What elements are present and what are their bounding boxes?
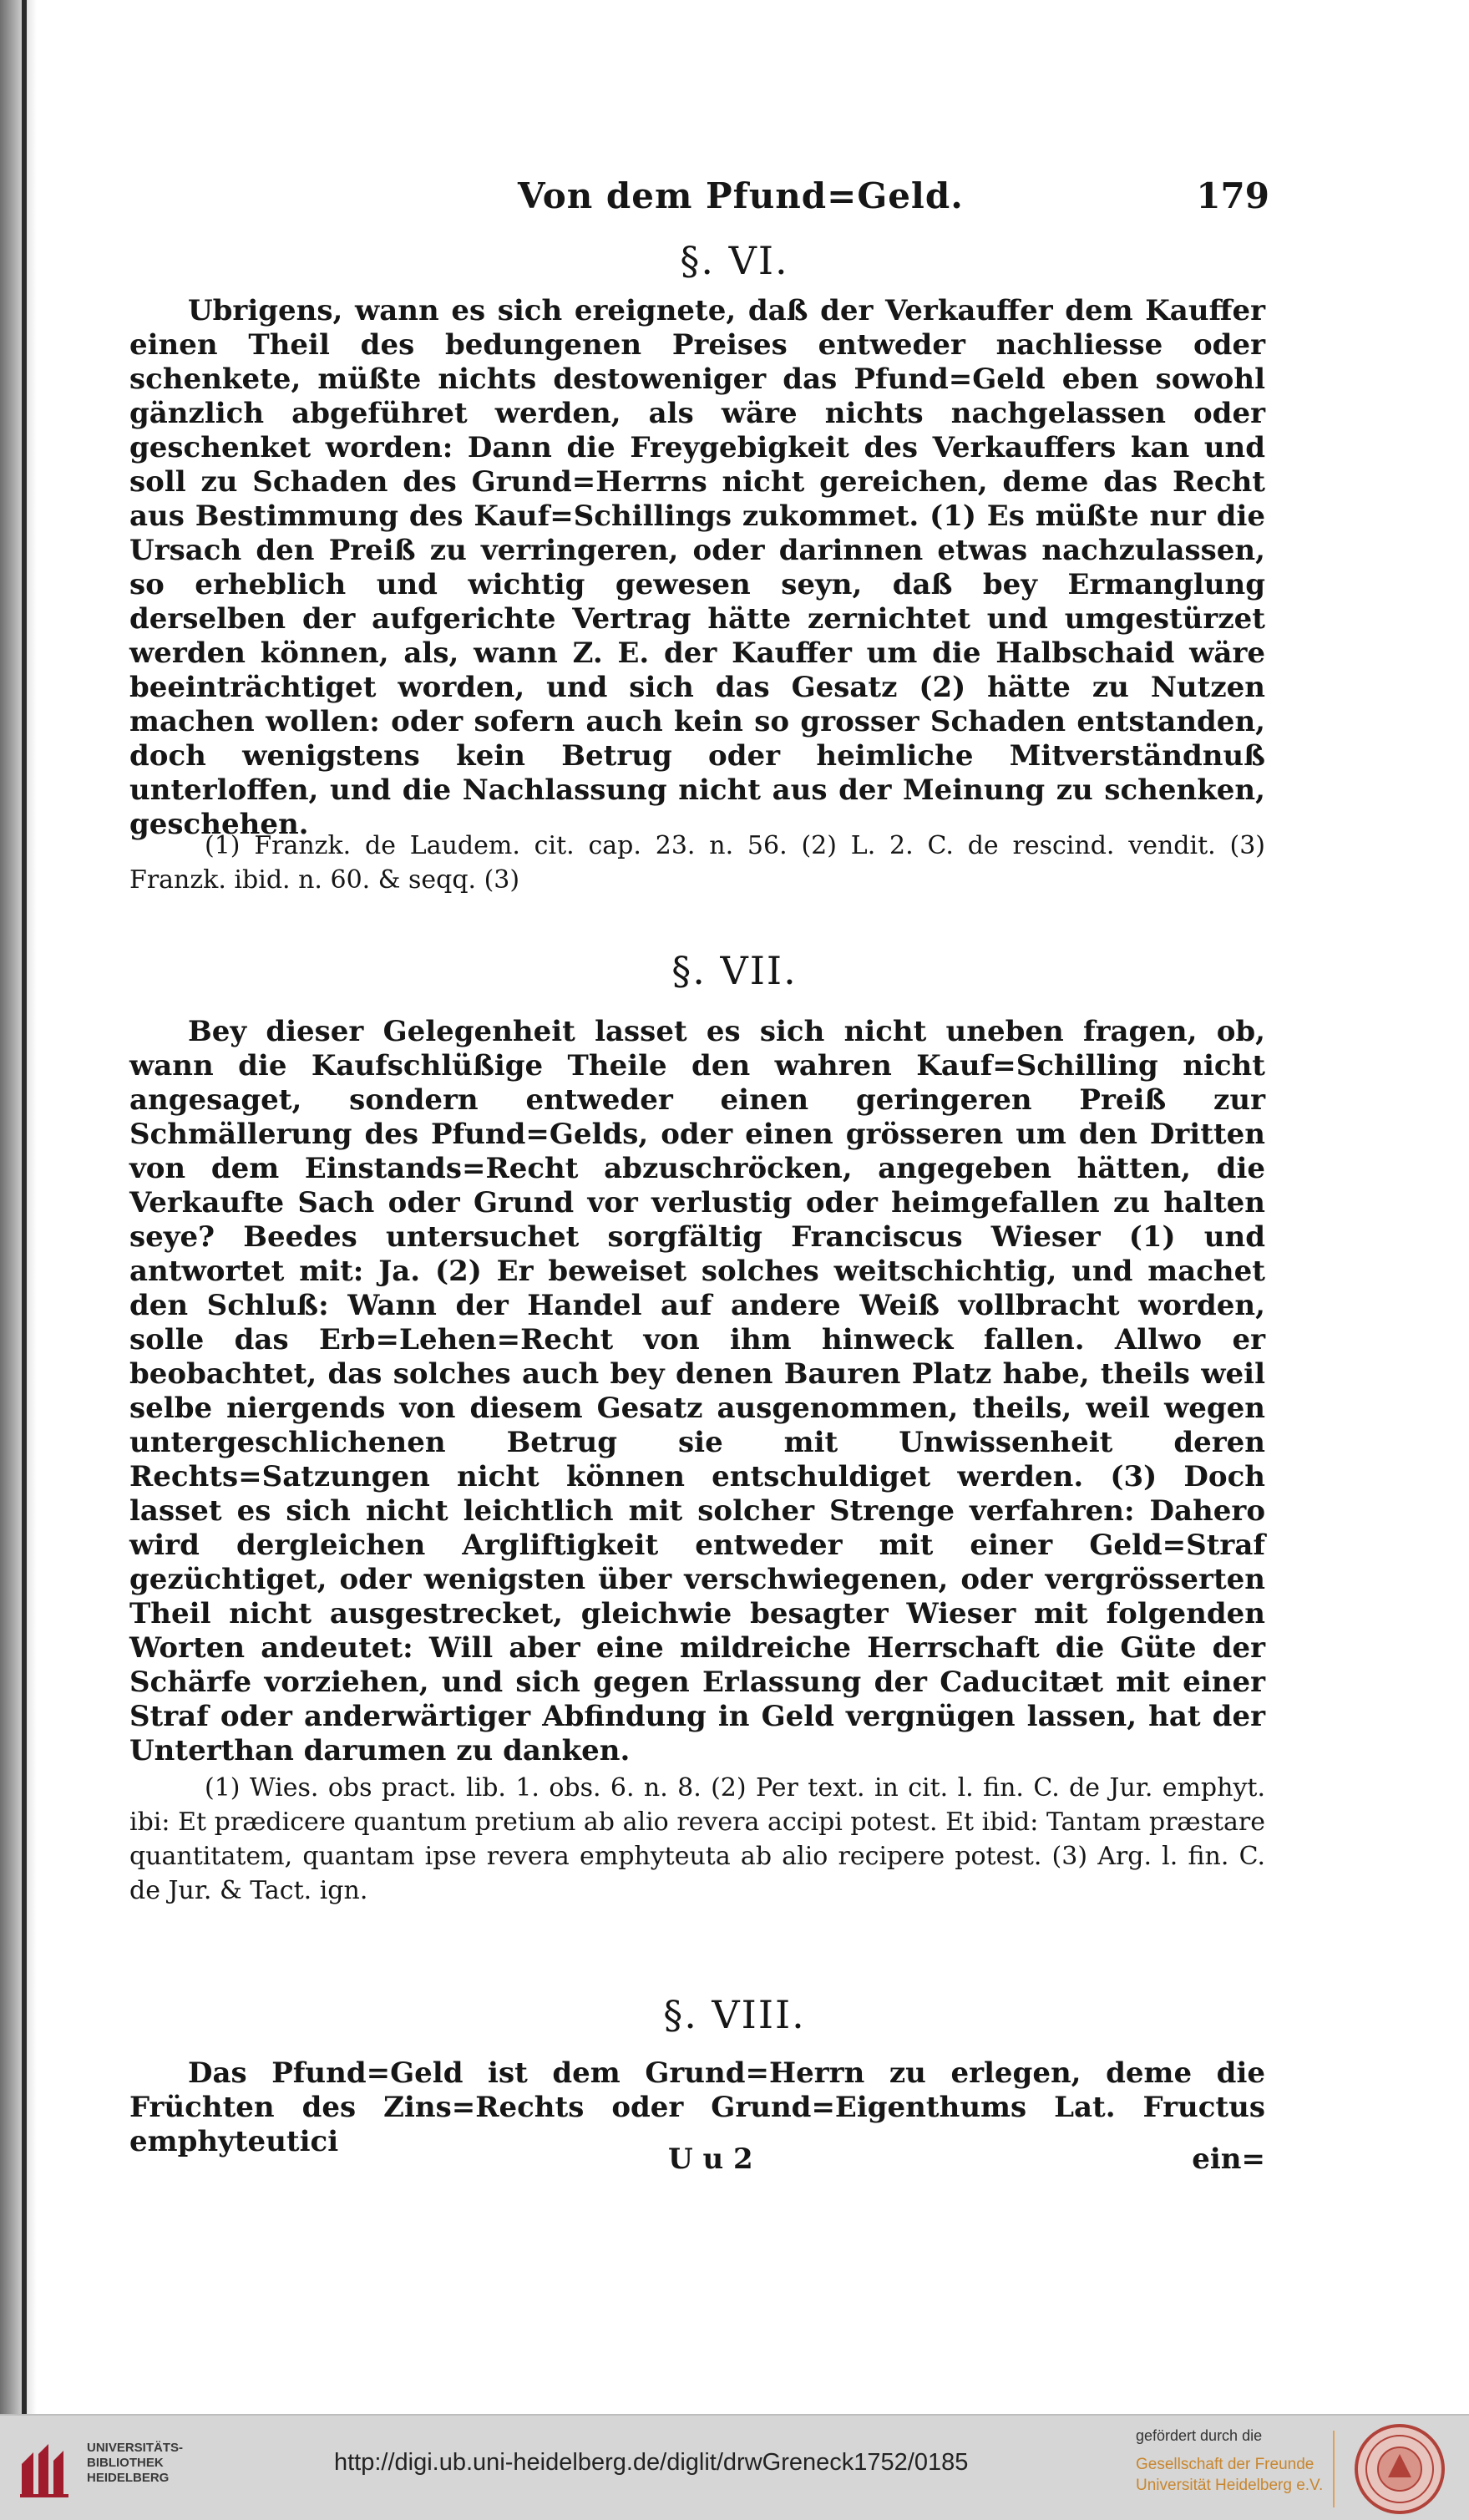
footnotes-text-vi: (1) Franzk. de Laudem. cit. cap. 23. n. 56. (2) L. 2. C. de rescind. vendit. (3) Franzk. ibid. n. 60. & seqq. (3) <box>129 831 1265 895</box>
sponsor-label: gefördert durch die <box>1136 2427 1263 2444</box>
library-name[interactable] <box>87 2441 183 2486</box>
section-heading-vi: §. VI. <box>680 238 789 283</box>
sponsor-name-line1: Gesellschaft der Freunde <box>1136 2456 1315 2473</box>
section-text-vii: Bey dieser Gelegenheit lasset es sich nicht uneben fragen, ob, wann die Kaufschlüßige Theile den wahren Kauf=Schilling nicht angesaget, sondern entweder einen geringeren Preiß zur Schmällerung des Pfund=Gelds, oder einen grösseren um den Dritten von dem Einstands=Recht abzuschröcken, angegeben hätten, die Verkaufte Sach oder Grund vor verlustig oder heimgefallen zu halten seye? Beedes untersuchet sorgfältig Franciscus Wieser (1) und antwortet mit: Ja. (2) Er beweiset solches weitschichtig, und machet den Schluß: Wann der Handel auf andere Weiß vollbracht worden, solle das Erb=Lehen=Recht von ihm hinweck fallen. Allwo er beobachtet, das solches auch bey denen Bauren Platz habe, theils weil selbe niergends von diesem Gesatz ausgenommen, theils, weil wegen untergeschlichenen Betrug sie mit Unwissenheit deren Rechts=Satzungen nicht können entschuldiget werden. (3) Doch lasset es sich nicht leichtlich mit solcher Strenge verfahren: Dahero wird dergleichen Argliftigkeit entweder mit einer Geld=Straf gezüchtiget, oder wenigsten über verschwiegenen, oder vergrösserten Theil nicht ausgestrecket, gleichwie besagter Wieser mit folgenden Worten andeutet: Will aber eine mildreiche Herrschaft die Güte der Schärfe vorziehen, und sich gegen Erlassung der Caducitæt mit einer Straf oder anderwärtiger Abfindung in Geld vergnügen lassen, hat der Unterthan darumen zu danken. <box>129 1015 1265 1767</box>
catchword: ein= <box>1192 2142 1265 2176</box>
sponsor-divider <box>1333 2431 1335 2507</box>
section-text-vi: Ubrigens, wann es sich ereignete, daß der Verkauffer dem Kauffer einen Theil des bedungenen Preises entweder nachliesse oder schenkete, müßte nichts destoweniger das Pfund=Geld eben sowohl gänzlich abgeführet werden, als wäre nichts nachgelassen oder geschenket worden: Dann die Freygebigkeit des Verkauffers kan und soll zu Schaden des Grund=Herrns nicht gereichen, deme das Recht aus Bestimmung des Kauf=Schillings zukommet. (1) Es müßte nur die Ursach den Preiß zu verringeren, oder darinnen etwas nachzulassen, so erheblich und wichtig gewesen seyn, daß bey Ermanglung derselben der aufgerichte Vertrag hätte zernichtet und umgestürzet werden können, als, wann Z. E. der Kauffer um die Halbschaid wäre beeinträchtiget worden, und sich das Gesatz (2) hätte zu Nutzen machen wollen: oder sofern auch kein so grosser Schaden entstanden, doch wenigstens kein Betrug oder heimliche Mitverständnuß unterloffen, und die Nachlassung nicht aus der Meinung zu schenken, geschehen. <box>129 294 1265 841</box>
footnotes-vii <box>129 1771 1265 1908</box>
sponsor-name-line2: Universität Heidelberg e.V. <box>1136 2477 1324 2494</box>
section-text-viii: Das Pfund=Geld ist dem Grund=Herrn zu erlegen, deme die Früchten des Zins=Rechts oder Grund=Eigenthums Lat. Fructus emphyteutici <box>129 2056 1265 2158</box>
page-header <box>125 175 1269 226</box>
footnotes-text-vii: (1) Wies. obs pract. lib. 1. obs. 6. n. 8. (2) Per text. in cit. l. fin. C. de Jur. emphyt. ibi: Et prædicere quantum pretium ab alio revera accipi potest. Et ibid: Tantam præstare quantitatem, quantam ipse revera emphyteuta ab alio recipere potest. (3) Arg. l. fin. C. de Jur. & Tact. ign. <box>129 1773 1265 1905</box>
footnotes-vi <box>129 829 1265 897</box>
section-body-vi <box>129 294 1265 842</box>
sponsor-name[interactable] <box>1136 2454 1323 2496</box>
gutter-line <box>22 0 27 2414</box>
library-logo-icon[interactable] <box>15 2436 80 2501</box>
page-edge-shadow <box>0 0 37 2414</box>
viewer-footer <box>0 2414 1469 2520</box>
university-seal-icon[interactable] <box>1353 2422 1446 2516</box>
library-name-line1: UNIVERSITÄTS- <box>87 2441 184 2455</box>
signature-mark: U u 2 <box>668 2142 753 2176</box>
library-name-line2: BIBLIOTHEK <box>87 2456 164 2470</box>
library-name-line3: HEIDELBERG <box>87 2471 170 2485</box>
running-head: Von dem Pfund=Geld. <box>518 175 964 216</box>
section-heading-viii: §. VIII. <box>663 1992 806 2037</box>
section-heading-vii: §. VII. <box>671 948 798 993</box>
page-number: 179 <box>1196 175 1269 216</box>
permalink-url[interactable]: http://digi.ub.uni-heidelberg.de/diglit/drwGreneck1752/0185 <box>334 2449 969 2476</box>
section-body-vii <box>129 1015 1265 1768</box>
